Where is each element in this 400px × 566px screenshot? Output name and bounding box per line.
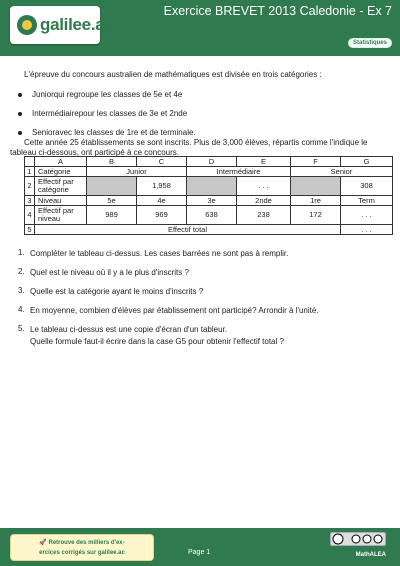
row-number: 5 — [25, 225, 35, 235]
page-header — [0, 0, 400, 56]
table-cell: 308 — [341, 177, 393, 196]
column-header: D — [187, 157, 237, 167]
table-cell: . . . — [237, 177, 291, 196]
promo-link[interactable] — [10, 534, 154, 561]
column-header: G — [341, 157, 393, 167]
column-header: E — [237, 157, 291, 167]
promo-line: ercices corrigés sur galilee.ac — [39, 550, 125, 556]
logo-mark-icon — [16, 14, 38, 36]
list-item — [18, 248, 388, 260]
table-cell: Senior — [291, 167, 393, 177]
row-number: 3 — [25, 196, 35, 206]
table-cell: Niveau — [35, 196, 87, 206]
promo-text: Retrouve des milliers d'ex- — [48, 540, 125, 546]
column-header: B — [87, 157, 137, 167]
table-cell: Term — [341, 196, 393, 206]
table-cell: . . . — [341, 225, 393, 235]
topic-badge: Statistiques — [348, 38, 392, 48]
question-number: 5. — [18, 324, 25, 333]
table-cell: 5e — [87, 196, 137, 206]
galilee-logo[interactable] — [10, 6, 114, 44]
table-row — [25, 206, 393, 225]
table-cell: 989 — [87, 206, 137, 225]
list-item — [18, 286, 388, 298]
list-item — [18, 267, 388, 279]
question-text — [30, 248, 388, 260]
intro-text: L'épreuve du concours australien de mathématiques est divisée en trois catégories : — [24, 70, 322, 79]
row-number: 4 — [25, 206, 35, 225]
category-name: Intermédiaire — [32, 109, 79, 118]
column-header: A — [35, 157, 87, 167]
barred-cell — [187, 177, 237, 196]
bullet-icon — [18, 131, 22, 135]
creative-commons-icon — [330, 532, 386, 546]
promo-line — [11, 538, 153, 548]
paragraph-line: Cette année 25 établissements se sont inscrits. Plus de 3,000 élèves, répartis comme l'indique le — [24, 138, 368, 147]
page-footer — [0, 528, 400, 566]
question-line: En moyenne, combien d'élèves par établissement ont participé? Arrondir à l'unité. — [30, 306, 319, 315]
barred-cell — [291, 177, 341, 196]
table-cell: Intermédiaire — [187, 167, 291, 177]
question-text — [30, 305, 388, 317]
category-list — [18, 85, 196, 142]
question-line: Compléter le tableau ci-dessus. Les cases barrées ne sont pas à remplir. — [30, 249, 289, 258]
row-number: 1 — [25, 167, 35, 177]
table-row — [25, 167, 393, 177]
barred-cell — [87, 177, 137, 196]
question-text — [30, 286, 388, 298]
category-desc: avec les classes de 1re et de terminale. — [55, 128, 196, 137]
table-cell: Catégorie — [35, 167, 87, 177]
table-cell: Effectif total — [35, 225, 341, 235]
column-header: F — [291, 157, 341, 167]
category-desc: qui regroupe les classes de 5e et 4e — [53, 90, 183, 99]
question-line: Quelle est la catégorie ayant le moins d'inscrits ? — [30, 287, 204, 296]
list-item — [18, 85, 196, 104]
question-line: Quelle formule faut-il écrire dans la case G5 pour obtenir l'effectif total ? — [30, 337, 284, 346]
spreadsheet-table — [24, 156, 393, 235]
table-cell: 172 — [291, 206, 341, 225]
question-number: 4. — [18, 305, 25, 314]
list-item — [18, 305, 388, 317]
table-cell: Junior — [87, 167, 187, 177]
question-number: 1. — [18, 248, 25, 257]
corner-cell — [25, 157, 35, 167]
bullet-icon — [18, 93, 22, 97]
exercise-title: Exercice BREVET 2013 Caledonie - Ex 7 — [163, 4, 392, 18]
table-cell: 4e — [137, 196, 187, 206]
table-cell: 1,958 — [137, 177, 187, 196]
question-text — [30, 324, 388, 348]
table-row — [25, 196, 393, 206]
table-cell: . . . — [341, 206, 393, 225]
brand-label: MathALEA — [355, 552, 386, 558]
list-item — [18, 104, 196, 123]
category-name: Junior — [32, 90, 54, 99]
row-number: 2 — [25, 177, 35, 196]
table-cell: 238 — [237, 206, 291, 225]
question-text — [30, 267, 388, 279]
bullet-icon — [18, 112, 22, 116]
rocket-icon: 🚀 — [39, 540, 49, 546]
question-line: Quel est le niveau où il y a le plus d'inscrits ? — [30, 268, 189, 277]
paragraph-line: tableau ci-dessous, ont participé à ce concours. — [10, 147, 179, 157]
question-number: 2. — [18, 267, 25, 276]
table-cell: Effectif par catégorie — [35, 177, 87, 196]
category-desc: pour les classes de 3e et 2nde — [78, 109, 188, 118]
category-name: Senior — [32, 128, 56, 137]
table-cell: Effectif par niveau — [35, 206, 87, 225]
logo-text: galilee.ac — [40, 15, 114, 34]
table-cell: 969 — [137, 206, 187, 225]
table-row — [25, 225, 393, 235]
column-header: C — [137, 157, 187, 167]
context-paragraph — [10, 138, 390, 157]
page-number: Page 1 — [188, 549, 211, 556]
question-number: 3. — [18, 286, 25, 295]
table-cell: 638 — [187, 206, 237, 225]
table-row — [25, 177, 393, 196]
table-cell: 2nde — [237, 196, 291, 206]
question-line: Le tableau ci-dessus est une copie d'écran d'un tableur. — [30, 325, 227, 334]
table-cell: 1re — [291, 196, 341, 206]
table-cell: 3e — [187, 196, 237, 206]
list-item — [18, 324, 388, 348]
table-row — [25, 157, 393, 167]
question-list — [18, 248, 388, 355]
